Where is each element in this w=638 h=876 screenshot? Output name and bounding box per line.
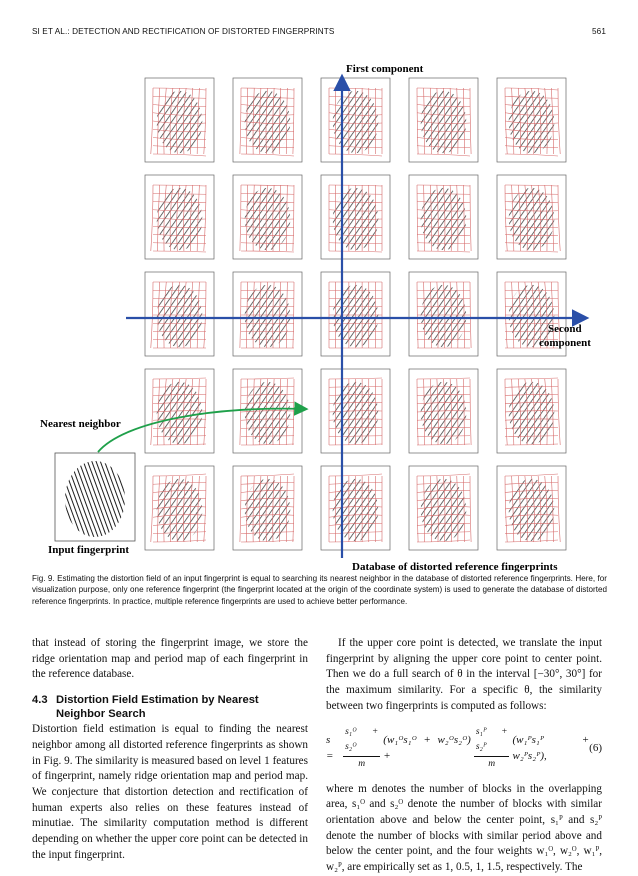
- left-paragraph-1: that instead of storing the fingerprint image, we store the ridge orientation map and period map of each fingerprint in the reference database.: [32, 637, 308, 681]
- fingerprint-image: [509, 91, 555, 153]
- section-title-line2: Neighbor Search: [56, 708, 146, 721]
- distorted-fingerprint-cell: [233, 466, 302, 550]
- distorted-fingerprint-cell: [321, 272, 390, 356]
- distorted-fingerprint-cell: [145, 369, 214, 453]
- distorted-fingerprint-cell: [145, 175, 214, 259]
- distorted-fingerprint-cell: [321, 466, 390, 550]
- distorted-fingerprint-cell: [409, 78, 478, 162]
- input-fingerprint-image: [65, 461, 125, 537]
- distorted-fingerprint-cell: [321, 175, 390, 259]
- equation-6: [326, 725, 602, 773]
- figure-caption: Fig. 9. Estimating the distortion field of an input fingerprint is equal to searching its nearest neighbor in the database of distorted reference fingerprints. Here, for visualization purpose, only one reference fingerprint (the fingerprint located at the origin of the coordinate system) is used to generate the database of distorted reference fingerprints. In practice, multiple reference fingerprints are used to achieve better performance.: [32, 574, 607, 606]
- right-column: [326, 636, 602, 876]
- fingerprint-image: [421, 91, 467, 153]
- fingerprint-image: [157, 285, 203, 347]
- database-label: Database of distorted reference fingerprints: [352, 561, 558, 572]
- section-heading: [32, 693, 308, 721]
- eq-numerator-1: s₁ᴼ + s₂ᴼ: [343, 725, 380, 757]
- eq-fraction-2: [474, 725, 510, 773]
- second-component-label-1: Second: [548, 323, 582, 335]
- input-fingerprint-label: Input fingerprint: [48, 544, 129, 556]
- fingerprint-image: [157, 91, 203, 153]
- page-number: 561: [592, 27, 606, 36]
- right-paragraph-1: If the upper core point is detected, we translate the input fingerprint by aligning the upper core point to center point. Then we do a full search of θ in the interval [−30°, 30°] for the maximum similarity. For a specific θ, the similarity between two fingerprints is computed as follows:: [326, 637, 602, 712]
- eq-numerator-2: s₁ᴾ + s₂ᴾ: [474, 725, 510, 757]
- eq-term-2: (w₁ᴾs₁ᴾ + w₂ᴾs₂ᴾ),: [512, 733, 590, 762]
- distorted-fingerprint-cell: [145, 272, 214, 356]
- distorted-fingerprint-cell: [321, 369, 390, 453]
- distorted-fingerprint-cell: [233, 369, 302, 453]
- distorted-fingerprint-cell: [409, 466, 478, 550]
- fingerprint-image: [245, 91, 291, 153]
- distorted-fingerprint-cell: [233, 78, 302, 162]
- fingerprint-image: [421, 382, 467, 444]
- fingerprint-image: [421, 285, 467, 347]
- eq-fraction-1: [343, 725, 380, 773]
- distorted-fingerprint-cell: [233, 272, 302, 356]
- distorted-fingerprint-cell: [321, 78, 390, 162]
- section-title-line1: Distortion Field Estimation by Nearest: [56, 694, 259, 707]
- nearest-neighbor-label: Nearest neighbor: [40, 418, 121, 430]
- distorted-fingerprint-cell: [497, 466, 566, 550]
- right-paragraph-2: where m denotes the number of blocks in the overlapping area, s₁ᴼ and s₂ᴼ denote the number of blocks with similar orientation above and below the center point, s₁ᴾ and s₂ᴾ denote the number of blocks with similar period above and below the center point, and the four weights w₁ᴼ, w₂ᴼ, w₁ᴾ, w₂ᴾ, are empirically set as 1, 0.5, 1, 1.5, respectively. The: [326, 782, 602, 874]
- fingerprint-image: [245, 285, 291, 347]
- distorted-fingerprint-cell: [233, 175, 302, 259]
- running-header: SI ET AL.: DETECTION AND RECTIFICATION OF DISTORTED FINGERPRINTS: [32, 27, 335, 36]
- distorted-fingerprint-cell: [409, 175, 478, 259]
- eq-denominator-1: m: [358, 758, 366, 769]
- eq-denominator-2: m: [488, 758, 496, 769]
- left-column: [32, 636, 308, 863]
- distorted-fingerprint-cell: [145, 78, 214, 162]
- section-number: 4.3: [32, 694, 48, 707]
- fingerprint-image: [245, 382, 291, 444]
- distorted-fingerprint-cell: [497, 175, 566, 259]
- reference-grid: [145, 78, 566, 550]
- distorted-fingerprint-cell: [145, 466, 214, 550]
- eq-term-1: (w₁ᴼs₁ᴼ + w₂ᴼs₂ᴼ) +: [383, 733, 471, 762]
- second-component-label-2: component: [539, 337, 591, 349]
- distorted-fingerprint-cell: [409, 369, 478, 453]
- eq-lhs: s =: [326, 733, 334, 762]
- distorted-fingerprint-cell: [409, 272, 478, 356]
- first-component-label: First component: [346, 63, 424, 75]
- distorted-fingerprint-cell: [497, 369, 566, 453]
- left-paragraph-2: Distortion field estimation is equal to finding the nearest neighbor among all distorted reference fingerprints as shown in Fig. 9. The similarity is measured based on level 1 features of fingerprint, namely ridge orientation map and period map. We conjecture that distortion detection and rectification of human experts also relies on these features instead of minutiae. The similarity computation method is different depending on whether the upper core point can be detected in the input fingerprint.: [32, 723, 308, 861]
- distorted-fingerprint-cell: [497, 78, 566, 162]
- fingerprint-image: [157, 382, 203, 444]
- fingerprint-image: [509, 382, 555, 444]
- equation-number: (6): [589, 741, 602, 754]
